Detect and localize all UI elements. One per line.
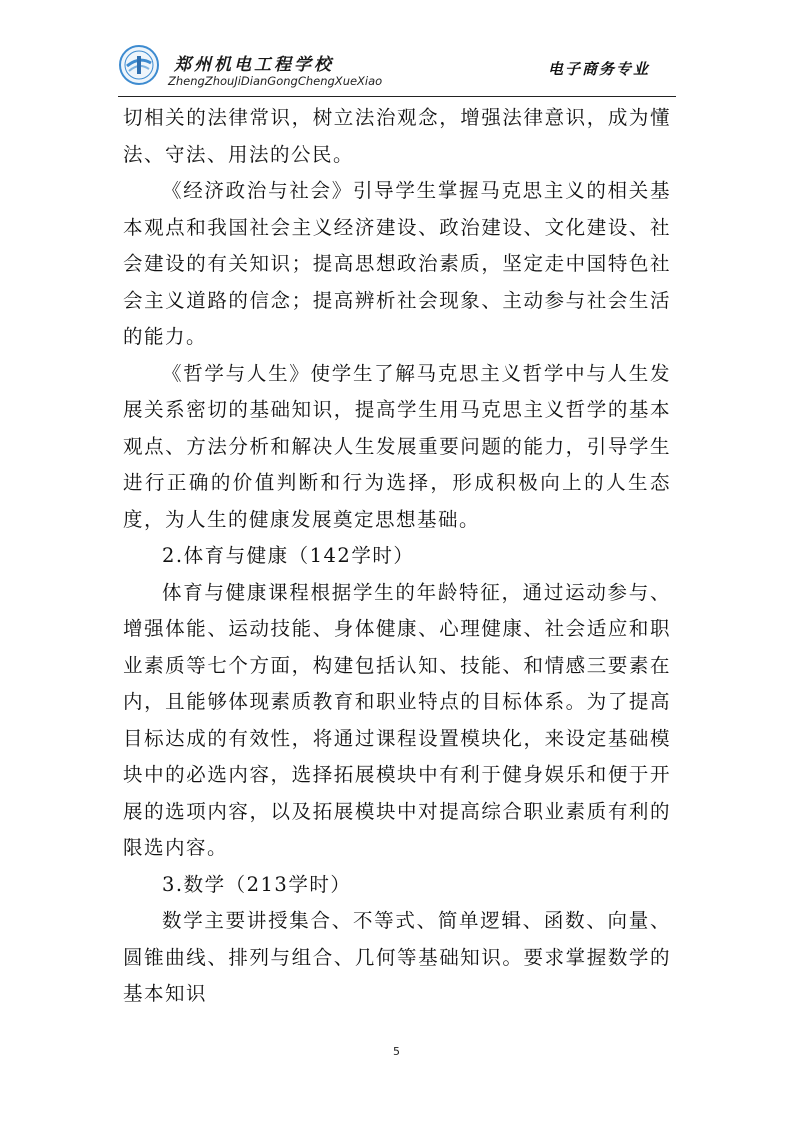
major-label: 电子商务专业 [547,60,650,78]
paragraph: 体育与健康课程根据学生的年龄特征，通过运动参与、增强体能、运动技能、身体健康、心理健康、社会适应和职业素质等七个方面，构建包括认知、技能、和情感三要素在内，且能够体现素质教育和职业特点的目标体系。为了提高目标达成的有效性，将通过课程设置模块化，来设定基础模块中的必选内容，选择拓展模块中有利于健身娱乐和便于开展的选项内容，以及拓展模块中对提高综合职业素质有利的限选内容。 [123,580,671,859]
paragraph: 切相关的法律常识，树立法治观念，增强法律意识，成为懂法、守法、用法的公民。 [123,106,671,166]
school-emblem-icon [118,44,160,86]
document-body [123,100,671,1013]
page-number: 5 [393,1045,400,1058]
school-name-cn: 郑州机电工程学校 [174,55,334,75]
section-heading: 3.数学（213学时） [162,872,352,896]
page-header [118,38,676,96]
paragraph: 《经济政治与社会》引导学生掌握马克思主义的相关基本观点和我国社会主义经济建设、政治建设、文化建设、社会建设的有关知识；提高思想政治素质，坚定走中国特色社会主义道路的信念；提高辨析社会现象、主动参与社会生活的能力。 [123,179,671,348]
section-heading: 2.体育与健康（142学时） [162,544,415,567]
school-name-en: ZhengZhouJiDianGongChengXueXiao [168,74,383,88]
paragraph: 数学主要讲授集合、不等式、简单逻辑、函数、向量、圆锥曲线、排列与组合、几何等基础知识。要求掌握数学的基本知识 [123,909,671,1005]
header-divider [118,96,676,97]
paragraph: 《哲学与人生》使学生了解马克思主义哲学中与人生发展关系密切的基础知识，提高学生用马克思主义哲学的基本观点、方法分析和解决人生发展重要问题的能力，引导学生进行正确的价值判断和行为选择，形成积极向上的人生态度，为人生的健康发展奠定思想基础。 [123,361,671,531]
